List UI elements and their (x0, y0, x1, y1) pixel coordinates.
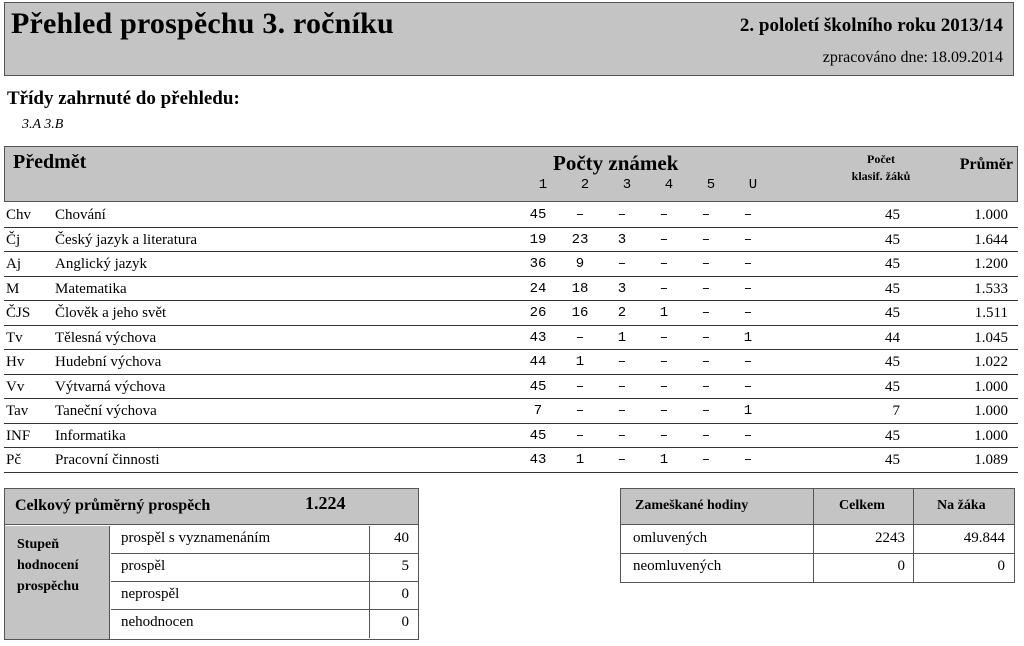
subjects-table-body (4, 203, 1018, 473)
grade-2-count: 1 (575, 452, 585, 469)
grade-u-count: – (743, 207, 753, 223)
subject-abbr: M (6, 280, 20, 297)
subject-name: Anglický jazyk (55, 256, 148, 273)
subject-average: 1.000 (974, 378, 1008, 395)
grade-2-count: – (575, 403, 585, 420)
student-count: 45 (885, 354, 900, 371)
subject-average: 1.089 (974, 452, 1008, 469)
student-count: 45 (885, 256, 900, 273)
school-period: 2. pololetí školního roku 2013/14 (739, 15, 1003, 36)
subject-average: 1.200 (974, 256, 1008, 273)
grade-3-count: – (617, 256, 627, 273)
grade-2-count: 16 (571, 305, 589, 322)
grade-1-count: 24 (529, 280, 547, 297)
subject-name: Matematika (55, 280, 127, 297)
grade-4-count: – (659, 256, 669, 273)
grade-1-count: 43 (529, 329, 547, 346)
grade-1-count: 19 (529, 231, 547, 248)
grade-3-count: 3 (617, 280, 627, 297)
student-count: 45 (885, 207, 900, 223)
grade-4-count: 1 (659, 452, 669, 469)
count-column-header: Počet klasif. žáků (851, 152, 911, 183)
result-count: 5 (369, 554, 417, 582)
classes-heading: Třídy zahrnuté do přehledu: (7, 88, 240, 109)
overall-average-label: Celkový průměrný prospěch (15, 497, 211, 514)
absences-label-header: Zameškané hodiny (635, 498, 749, 513)
subject-abbr: Čj (6, 231, 21, 248)
student-count: 45 (885, 378, 900, 395)
subject-name: Člověk a jeho svět (55, 305, 167, 322)
grade-3-count: – (617, 378, 627, 395)
grade-2-count: – (575, 329, 585, 346)
grade-5-count: – (701, 280, 711, 297)
table-row (4, 326, 1018, 351)
grade-1-count: 26 (529, 305, 547, 322)
subject-average: 1.000 (974, 403, 1008, 420)
table-row (4, 350, 1018, 375)
grades-column-header: Počty známek (553, 151, 679, 175)
grade-col-1: 1 (538, 177, 548, 193)
grade-u-count: – (743, 231, 753, 248)
subject-abbr: Tav (6, 403, 29, 420)
grade-col-3: 3 (622, 177, 632, 193)
result-count: 0 (369, 582, 417, 610)
grade-1-count: 45 (529, 207, 547, 223)
grade-1-count: 7 (533, 403, 543, 420)
subject-average: 1.644 (974, 231, 1008, 248)
student-count: 44 (885, 329, 900, 346)
subject-name: Taneční výchova (55, 403, 157, 420)
student-count: 45 (885, 427, 900, 444)
grade-5-count: – (701, 256, 711, 273)
table-row (4, 424, 1018, 449)
grade-u-count: – (743, 427, 753, 444)
grade-4-count: – (659, 354, 669, 371)
grade-2-count: 18 (571, 280, 589, 297)
report-title: Přehled prospěchu 3. ročníku (11, 7, 394, 40)
student-count: 45 (885, 452, 900, 469)
grade-3-count: – (617, 452, 627, 469)
grade-5-count: – (701, 305, 711, 322)
grade-2-count: 23 (571, 231, 589, 248)
subject-abbr: Aj (6, 256, 21, 273)
grade-4-count: – (659, 329, 669, 346)
absence-type: neomluvených (633, 558, 722, 574)
table-row (4, 252, 1018, 277)
table-row (4, 277, 1018, 302)
grade-4-count: – (659, 231, 669, 248)
grade-3-count: 1 (617, 329, 627, 346)
classes-list: 3.A 3.B (22, 117, 64, 132)
grade-2-count: – (575, 378, 585, 395)
grade-u-count: – (743, 280, 753, 297)
subject-average: 1.045 (974, 329, 1008, 346)
grade-u-count: – (743, 256, 753, 273)
grade-5-count: – (701, 329, 711, 346)
processed-label: zpracováno dne: (822, 49, 928, 66)
grade-u-count: 1 (743, 329, 753, 346)
result-label: nehodnocen (121, 614, 194, 630)
subject-average: 1.000 (974, 207, 1008, 223)
absences-per-student-header: Na žáka (937, 498, 986, 513)
overall-summary-header (5, 489, 418, 525)
processed-date-line (820, 49, 1003, 67)
subject-average: 1.022 (974, 354, 1008, 371)
grade-1-count: 43 (529, 452, 547, 469)
grade-col-u: U (748, 177, 758, 193)
subject-abbr: ČJS (6, 305, 31, 322)
grade-u-count: – (743, 378, 753, 395)
table-row (4, 375, 1018, 400)
grade-4-count: – (659, 427, 669, 444)
subject-name: Český jazyk a literatura (55, 231, 198, 248)
grade-1-count: 36 (529, 256, 547, 273)
grade-5-count: – (701, 452, 711, 469)
grade-u-count: – (743, 354, 753, 371)
absence-row (621, 526, 1014, 554)
absences-box (620, 488, 1015, 583)
result-row (111, 610, 418, 638)
grade-5-count: – (701, 403, 711, 420)
grade-3-count: – (617, 427, 627, 444)
subject-abbr: Pč (6, 452, 21, 469)
grade-col-2: 2 (580, 177, 590, 193)
grade-5-count: – (701, 427, 711, 444)
subjects-table-header (4, 146, 1018, 202)
subject-abbr: Vv (6, 378, 25, 395)
grade-2-count: 1 (575, 354, 585, 371)
grade-u-count: – (743, 452, 753, 469)
subject-abbr: Hv (6, 354, 25, 371)
grade-col-5: 5 (706, 177, 716, 193)
subject-name: Tělesná výchova (55, 329, 157, 346)
table-row (4, 448, 1018, 473)
student-count: 45 (885, 305, 900, 322)
student-count: 45 (885, 231, 900, 248)
absence-total: 2243 (875, 530, 905, 546)
table-row (4, 203, 1018, 228)
grade-3-count: – (617, 207, 627, 223)
grade-4-count: – (659, 207, 669, 223)
absence-total: 0 (897, 558, 905, 574)
grade-5-count: – (701, 207, 711, 223)
grade-3-count: – (617, 354, 627, 371)
result-row (111, 526, 418, 554)
absence-per-student: 49.844 (963, 530, 1005, 546)
grade-3-count: 2 (617, 305, 627, 322)
table-row (4, 399, 1018, 424)
result-row (111, 582, 418, 610)
absence-type: omluvených (633, 530, 708, 546)
grade-col-4: 4 (664, 177, 674, 193)
result-count: 0 (369, 610, 417, 638)
result-label: prospěl (121, 558, 166, 574)
processed-date: 18.09.2014 (931, 49, 1003, 66)
result-label: prospěl s vyznamenáním (121, 530, 271, 546)
grade-5-count: – (701, 354, 711, 371)
result-row (111, 554, 418, 582)
subject-name: Výtvarná výchova (55, 378, 166, 395)
grade-2-count: 9 (575, 256, 585, 273)
subject-average: 1.533 (974, 280, 1008, 297)
subject-name: Chování (55, 207, 106, 223)
subject-abbr: Tv (6, 329, 23, 346)
subject-abbr: Chv (6, 207, 32, 223)
subject-column-header: Předmět (13, 151, 87, 173)
grade-1-count: 45 (529, 427, 547, 444)
grade-3-count: – (617, 403, 627, 420)
grade-2-count: – (575, 207, 585, 223)
absence-per-student: 0 (997, 558, 1005, 574)
average-column-header: Průměr (959, 156, 1013, 173)
subject-name: Pracovní činnosti (55, 452, 160, 469)
subject-name: Informatika (55, 427, 126, 444)
subject-abbr: INF (6, 427, 31, 444)
grade-1-count: 45 (529, 378, 547, 395)
grade-u-count: – (743, 305, 753, 322)
grade-u-count: 1 (743, 403, 753, 420)
student-count: 7 (892, 403, 900, 420)
grade-4-count: 1 (659, 305, 669, 322)
subject-average: 1.511 (974, 305, 1008, 322)
grade-5-count: – (701, 378, 711, 395)
grade-5-count: – (701, 231, 711, 248)
absences-header (621, 489, 1014, 525)
grade-4-count: – (659, 378, 669, 395)
absence-row (621, 554, 1014, 582)
absences-total-header: Celkem (839, 498, 885, 513)
table-row (4, 228, 1018, 253)
result-count: 40 (369, 526, 417, 554)
grade-4-count: – (659, 280, 669, 297)
grade-4-count: – (659, 403, 669, 420)
subject-name: Hudební výchova (55, 354, 162, 371)
subject-average: 1.000 (974, 427, 1008, 444)
overall-average-value: 1.224 (305, 493, 346, 513)
grade-2-count: – (575, 427, 585, 444)
student-count: 45 (885, 280, 900, 297)
result-label: neprospěl (121, 586, 180, 602)
grade-1-count: 44 (529, 354, 547, 371)
report-header (4, 2, 1014, 76)
grading-level-label: Stupeň hodnocení prospěchu (5, 526, 110, 639)
grade-3-count: 3 (617, 231, 627, 248)
table-row (4, 301, 1018, 326)
overall-summary-box (4, 488, 419, 640)
